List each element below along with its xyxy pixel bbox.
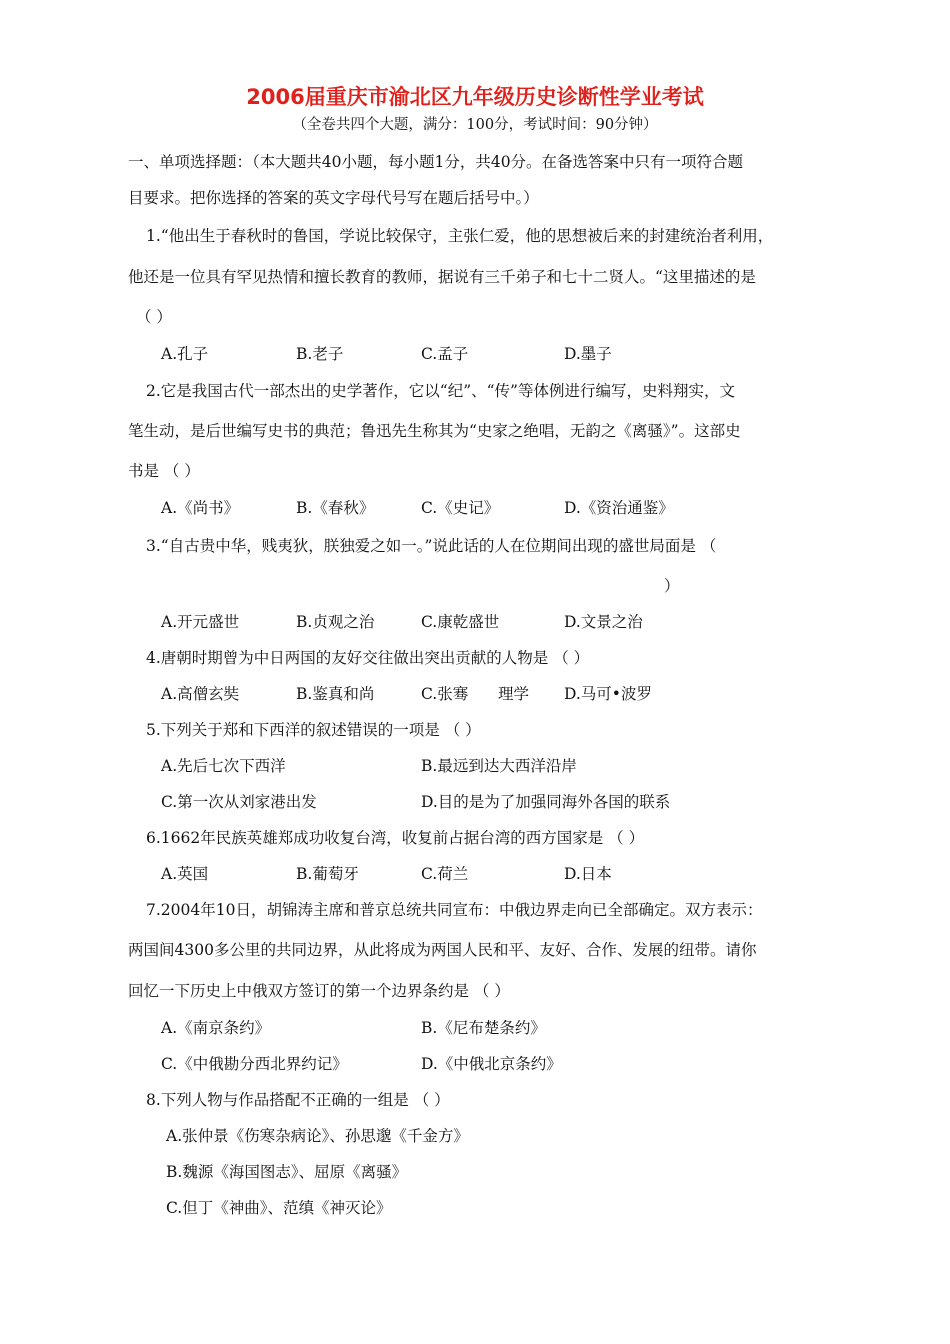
q3-option-d: D.文景之治 <box>564 613 643 631</box>
q2-option-a: A.《尚书》 <box>161 499 240 517</box>
q5-line1: 5.下列关于郑和下西洋的叙述错误的一项是 （ ） <box>146 721 481 739</box>
q4-option-b: B.鉴真和尚 <box>296 685 375 703</box>
q1-option-b: B.老子 <box>296 345 344 363</box>
q7-line1: 7.2004年10日，胡锦涛主席和普京总统共同宣布：中俄边界走向已全部确定。双方表示： <box>146 901 763 919</box>
q7-option-c: C.《中俄勘分西北界约记》 <box>161 1055 348 1073</box>
q6-option-b: B.葡萄牙 <box>296 865 359 883</box>
q6-option-c: C.荷兰 <box>421 865 469 883</box>
q2-line1: 2.它是我国古代一部杰出的史学著作，它以“纪”、“传”等体例进行编写，史料翔实，文 <box>146 382 735 400</box>
q2-line2: 笔生动，是后世编写史书的典范；鲁迅先生称其为“史家之绝唱，无韵之《离骚》”。这部史 <box>128 422 741 440</box>
q3-line1: 3.“自古贵中华，贱夷狄，朕独爱之如一。”说此话的人在位期间出现的盛世局面是 （ <box>146 537 717 555</box>
q6-option-d: D.日本 <box>564 865 612 883</box>
q7-option-d: D.《中俄北京条约》 <box>421 1055 562 1073</box>
q3-line2: ） <box>664 577 680 595</box>
q2-option-d: D.《资治通鉴》 <box>564 499 674 517</box>
q8-line1: 8.下列人物与作品搭配不正确的一组是 （ ） <box>146 1091 450 1109</box>
q6-line1: 6.1662年民族英雄郑成功收复台湾，收复前占据台湾的西方国家是 （ ） <box>146 829 645 847</box>
q3-option-c: C.康乾盛世 <box>421 613 500 631</box>
q7-option-b: B.《尼布楚条约》 <box>421 1019 546 1037</box>
section-instructions-line2: 目要求。把你选择的答案的英文字母代号写在题后括号中。） <box>128 189 539 207</box>
section-instructions-line1: 一、单项选择题：（本大题共40小题，每小题1分，共40分。在备选答案中只有一项符合题 <box>128 153 744 171</box>
q3-option-b: B.贞观之治 <box>296 613 375 631</box>
q1-line2: 他还是一位具有罕见热情和擅长教育的教师，据说有三千弟子和七十二贤人。“这里描述的是 <box>128 268 756 286</box>
q1-option-a: A.孔子 <box>161 345 209 363</box>
q8-option-a: A.张仲景《伤寒杂病论》、孙思邈《千金方》 <box>166 1127 469 1145</box>
q1-option-d: D.墨子 <box>564 345 612 363</box>
q4-option-c-extra: 理学 <box>498 685 530 703</box>
q4-option-d: D.马可•波罗 <box>564 685 652 703</box>
q1-answer-blank: （ ） <box>136 308 172 326</box>
q4-option-a: A.高僧玄奘 <box>161 685 240 703</box>
q5-option-a: A.先后七次下西洋 <box>161 757 286 775</box>
q7-option-a: A.《南京条约》 <box>161 1019 271 1037</box>
q1-option-c: C.孟子 <box>421 345 469 363</box>
q5-option-d: D.目的是为了加强同海外各国的联系 <box>421 793 671 811</box>
q5-option-b: B.最远到达大西洋沿岸 <box>421 757 577 775</box>
q2-option-c: C.《史记》 <box>421 499 500 517</box>
q2-option-b: B.《春秋》 <box>296 499 375 517</box>
q4-option-c: C.张骞 <box>421 685 469 703</box>
q8-option-c: C.但丁《神曲》、范缜《神灭论》 <box>166 1199 392 1217</box>
q8-option-b: B.魏源《海国图志》、屈原《离骚》 <box>166 1163 408 1181</box>
q7-line3: 回忆一下历史上中俄双方签订的第一个边界条约是 （ ） <box>128 982 510 1000</box>
q3-option-a: A.开元盛世 <box>161 613 240 631</box>
q5-option-c: C.第一次从刘家港出发 <box>161 793 317 811</box>
q1-line1: 1.“他出生于春秋时的鲁国，学说比较保守，主张仁爱，他的思想被后来的封建统治者利用， <box>146 227 774 245</box>
q2-line3: 书是 （ ） <box>128 462 200 480</box>
exam-subtitle: （全卷共四个大题，满分：100分，考试时间：90分钟） <box>292 117 658 133</box>
q6-option-a: A.英国 <box>161 865 209 883</box>
q4-line1: 4.唐朝时期曾为中日两国的友好交往做出突出贡献的人物是 （ ） <box>146 649 590 667</box>
q7-line2: 两国间4300多公里的共同边界，从此将成为两国人民和平、友好、合作、发展的纽带。请你 <box>128 941 757 959</box>
exam-title: 2006届重庆市渝北区九年级历史诊断性学业考试 <box>246 85 704 109</box>
